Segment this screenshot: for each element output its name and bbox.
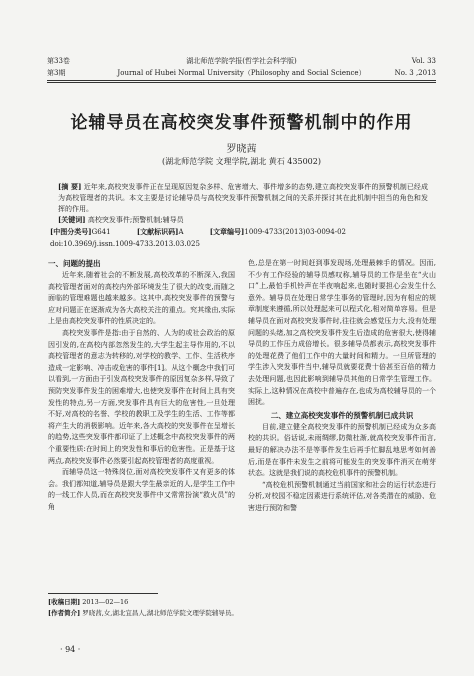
received-label: [收稿日期]	[48, 598, 81, 606]
author-bio-value: 罗晓茜,女,湖北宜昌人,湖北师范学院文理学院辅导员。	[82, 609, 238, 617]
volume-en: Vol. 33	[411, 57, 436, 65]
author-affiliation: (湖北师范学院 文理学院,湖北 黄石 435002)	[162, 157, 321, 166]
author-bio	[48, 608, 434, 618]
received-value: 2013—02—16	[82, 598, 129, 606]
received-date	[48, 597, 434, 607]
keywords-label: [关键词]	[58, 215, 86, 224]
article-title: 论辅导员在高校突发事件预警机制中的作用	[70, 113, 413, 133]
volume-cn: 第33卷	[47, 57, 70, 65]
issue-en: No. 3 ,2013	[394, 69, 436, 77]
header-rule	[47, 80, 436, 81]
abstract-text: 近年来,高校突发事件正在呈现原因复杂多样、危害增大、事件增多的态势,建立高校突发事件的预警机制已经成为高校管理者的共识。本文主要是讨论辅导员与高校突发事件预警机制之间的关系并探讨其在此机制中担当的角色和发挥的作用。	[58, 183, 429, 213]
classification-line	[50, 226, 434, 238]
clc-label: [中图分类号]	[50, 227, 92, 236]
section-heading-2: 二、建立高校突发事件的预警机制已成共识	[270, 410, 414, 420]
journal-name-cn: 湖北师范学院学报(哲学社会科学版)	[186, 57, 297, 65]
paragraph: 目前,建立健全高校突发事件的预警机制已经成为众多高校的共识。俗话说,未雨绸缪,防微杜渐,就高校突发事件而言,最好的解决办法不是等事件发生后再手忙脚乱地思考如何善后,而是在事件未发生之前将可能发生的突发事件消灭在萌芽状态。这就是我们说的高校危机事件的预警机制。	[248, 422, 436, 478]
paragraph: 高校突发事件是指:由于自然的、人为的或社会政治的原因引发的,在高校内部忽然发生的,大学生起主导作用的,不以高校管理者的意志为转移的,对学校的教学、工作、生活秩序造成一定影响、冲击或危害的事件[1]。从这个概念中我们可以看到,一方面由于引发高校突发事件的原因复杂多样,导致了预防突发事件发生的困难增大,也使突发事件在时间上具有突发性的特点,另一方面,突发事件具有巨大的危害性,一旦处理不好,对高校的名誉、学校的教职工及学生的生活、工作等都将产生大的消极影响。近年来,各大高校的突发事件在呈增长的趋势,这些突发事件都印证了上述概念中高校突发事件的两个重要性质:在时间上的突发性和事后的危害性。正是基于这两点,高校突发事件必然要引起高校管理者的高度重视。	[48, 328, 235, 465]
abstract-label: [摘 要]	[58, 182, 82, 191]
section-heading-1: 一、问题的提出	[48, 259, 101, 268]
issue-cn: 第3期	[47, 69, 66, 77]
clc-value: G641	[91, 228, 111, 236]
doc-code-value: A	[178, 228, 184, 236]
header-rule-thin	[47, 82, 436, 83]
doc-code-label: [文献标识码]	[136, 227, 179, 236]
author-name: 罗晓茜	[226, 144, 257, 155]
doi: doi:10.3969/j.issn.1009-4733.2013.03.025	[50, 240, 200, 248]
journal-name-en: Journal of Hubei Normal University（Philosophy and Social Science）	[117, 69, 366, 77]
footnote-rule	[48, 593, 158, 594]
paragraph: 色,总是在第一时间赶到事发现场,处理最棘手的情况。因而,不少有工作经验的辅导员感叹称,辅导员的工作是坐在“火山口”上,最怕手机铃声在半夜响起来,也随时要担心会发生什么意外。辅导员在处理日常学生事务的管理时,因为有相应的规章制度来遵循,所以处理起来可以程式化,相对简单容易。但是辅导员在面对高校突发事件时,往往就会感觉压力大,没有处理问题的头绪,加之高校突发事件发生后造成的危害很大,使得辅导员的工作压力成倍增长。很多辅导员都表示,高校突发事件的处理花费了他们工作中的大量时间和精力。一旦所管理的学生涉入突发事件当中,辅导员就要花费十倍甚至百倍的精力去处理问题,也因此影响到辅导员其他的日常学生管理工作。实际上,这种情况在高校中普遍存在,也成为高校辅导员的一个困扰。	[248, 259, 436, 407]
article-number-label: [文章编号]	[209, 227, 245, 236]
paragraph: 而辅导员这一特殊岗位,面对高校突发事件又有更多的体会。我们都知道,辅导员是跟大学生最亲近的人,是学生工作中的一线工作人员,而在高校突发事件中又常常扮演“救火员”的角	[48, 468, 235, 511]
paragraph: “高校危机预警机制通过当前国家和社会的运行状态进行分析,对校园不稳定因素进行系统评估,对各类潜在的威胁、危害进行预防和警	[248, 480, 436, 512]
article-number-value: 1009-4733(2013)03-0094-02	[244, 228, 346, 236]
author-bio-label: [作者简介]	[48, 609, 81, 617]
paragraph: 近年来,随着社会的不断发展,高校改革的不断深入,我国高校管理者面对的高校内外部环境发生了很大的改变,而随之面临的管理难题也越来越多。这其中,高校突发事件的预警与应对问题正在逐渐成为各大高校关注的重点。究其缘由,实际上是由高校突发事件的性质决定的。	[48, 271, 235, 326]
abstract	[58, 181, 428, 215]
keywords	[58, 214, 428, 226]
page-number: · 94 ·	[60, 645, 81, 654]
body-column-left	[48, 257, 235, 513]
body-column-right	[248, 258, 436, 514]
keywords-text: 高校突发事件;预警机制;辅导员	[87, 216, 184, 224]
